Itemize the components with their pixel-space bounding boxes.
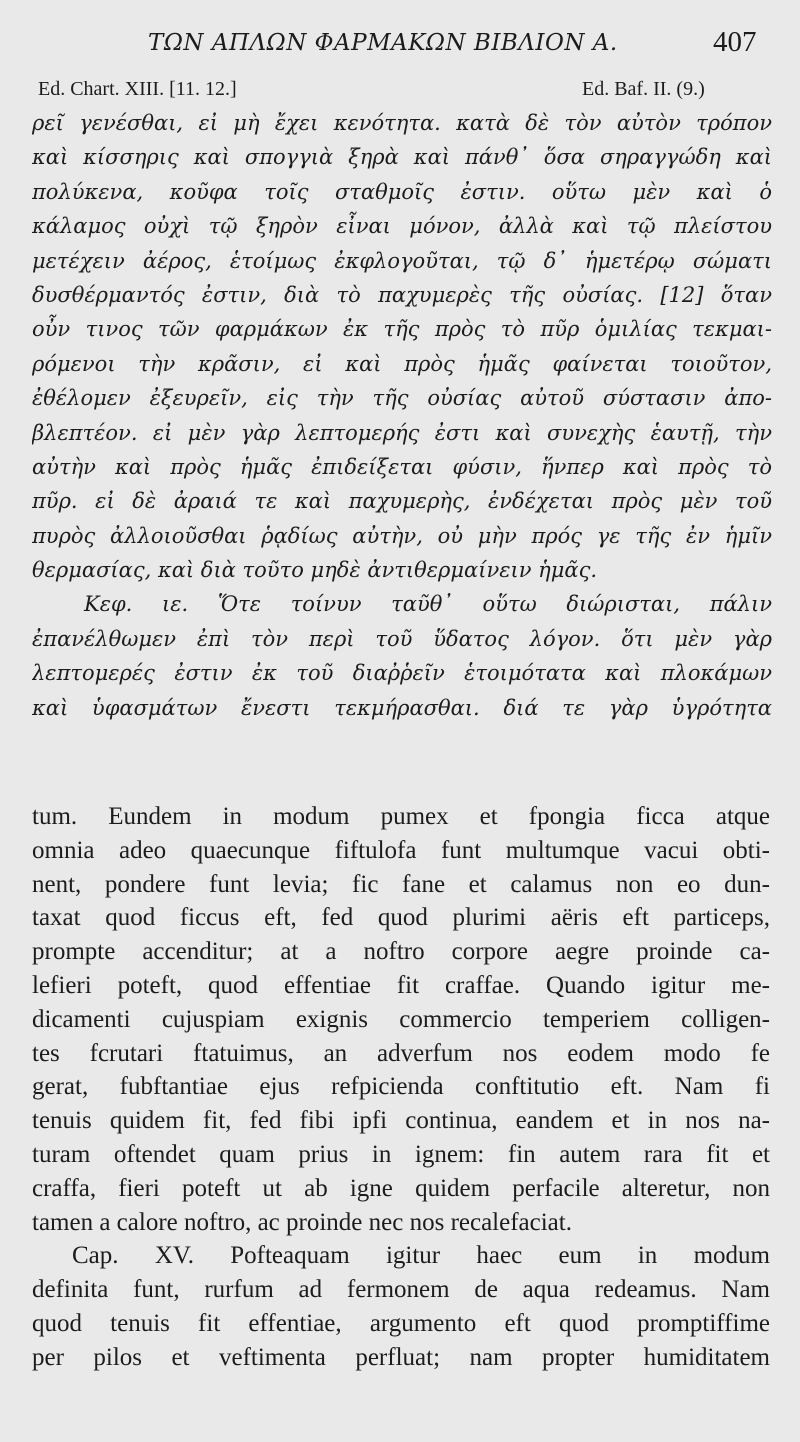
greek-text-line: πῦρ. εἰ δὲ ἀραιά τε καὶ παχυμερὴς, ἐνδέχεται πρὸς μὲν τοῦ	[32, 489, 772, 514]
running-title: ΤΩΝ ΑΠΛΩΝ ΦΑΡΜΑΚΩΝ ΒΙΒΛΙΟΝ Α.	[148, 30, 618, 56]
latin-chapter-heading-line: Cap. XV. Pofteaquam igitur haec eum in modum	[72, 1242, 770, 1270]
greek-chapter-heading-line: Κεφ. ιε. Ὅτε τοίνυν ταῦθ᾽ οὕτω διώρισται, πάλιν	[84, 592, 772, 617]
latin-text-line: tamen a calore noftro, ac proinde nec nos recalefaciat.	[32, 1208, 572, 1236]
greek-text-line: ἐθέλομεν ἐξευρεῖν, εἰς τὴν τῆς οὐσίας αὐτοῦ σύστασιν ἀπο-	[32, 386, 772, 411]
latin-text-line: gerat, fubftantiae ejus refpicienda conftitutio eft. Nam fi	[32, 1073, 770, 1101]
latin-text-line: nent, pondere funt levia; fic fane et calamus non eo dun-	[32, 870, 770, 898]
greek-text-line: οὖν τινος τῶν φαρμάκων ἐκ τῆς πρὸς τὸ πῦρ ὁμιλίας τεκμαι-	[32, 317, 772, 342]
edition-reference-left: Ed. Chart. XIII. [11. 12.]	[38, 78, 237, 100]
greek-text-line: δυσθέρμαντός ἐστιν, διὰ τὸ παχυμερὲς τῆς οὐσίας. [12] ὅταν	[32, 282, 772, 307]
greek-text-line: μετέχειν ἀέρος, ἑτοίμως ἐκφλογοῦται, τῷ δ᾽ ἡμετέρῳ σώματι	[32, 248, 772, 273]
greek-text-line: αὐτὴν καὶ πρὸς ἡμᾶς ἐπιδείξεται φύσιν, ἥνπερ καὶ πρὸς τὸ	[32, 454, 772, 479]
latin-text-block	[32, 800, 770, 1375]
greek-text-line: ρόμενοι τὴν κρᾶσιν, εἰ καὶ πρὸς ἡμᾶς φαίνεται τοιοῦτον,	[32, 351, 772, 376]
greek-text-block	[32, 106, 772, 725]
running-head	[0, 22, 800, 62]
page-number: 407	[713, 26, 757, 58]
latin-text-line: turam oftendet quam prius in ignem: fin autem rara fit et	[32, 1140, 770, 1168]
greek-text-line: κάλαμος οὐχὶ τῷ ξηρὸν εἶναι μόνον, ἀλλὰ καὶ τῷ πλείστου	[32, 214, 772, 239]
latin-text-line: craffa, fieri poteft ut ab igne quidem perfacile alteretur, non	[32, 1174, 770, 1202]
greek-text-line: ἐπανέλθωμεν ἐπὶ τὸν περὶ τοῦ ὕδατος λόγον. ὅτι μὲν γὰρ	[32, 626, 772, 651]
latin-text-line: prompte accenditur; at a noftro corpore aegre proinde ca-	[32, 938, 770, 966]
latin-text-line: omnia adeo quaecunque fiftulofa funt multumque vacui obti-	[32, 836, 770, 864]
greek-text-line: πολύκενα, κοῦφα τοῖς σταθμοῖς ἐστιν. οὕτω μὲν καὶ ὁ	[32, 179, 772, 204]
latin-text-line: per pilos et veftimenta perfluat; nam propter humiditatem	[32, 1343, 770, 1371]
latin-text-line: taxat quod ficcus eft, fed quod plurimi aëris eft particeps,	[32, 904, 770, 932]
greek-text-line: θερμασίας, καὶ διὰ τοῦτο μηδὲ ἀντιθερμαίνειν ἡμᾶς.	[32, 558, 598, 583]
latin-text-line: quod tenuis fit effentiae, argumento eft quod promptiffime	[32, 1309, 770, 1337]
latin-text-line: lefieri poteft, quod effentiae fit craffae. Quando igitur me-	[32, 971, 770, 999]
greek-text-line: πυρὸς ἀλλοιοῦσθαι ῥᾳδίως αὐτὴν, οὐ μὴν πρός γε τῆς ἐν ἡμῖν	[32, 523, 772, 548]
greek-text-line: καὶ ὑφασμάτων ἔνεστι τεκμήρασθαι. διά τε γὰρ ὑγρότητα	[32, 695, 772, 720]
latin-text-line: definita funt, rurfum ad fermonem de aqua redeamus. Nam	[32, 1276, 770, 1304]
edition-reference-line	[0, 78, 800, 106]
latin-text-line: tum. Eundem in modum pumex et fpongia ficca atque	[32, 803, 770, 830]
greek-text-line: ρεῖ γενέσθαι, εἰ μὴ ἔχει κενότητα. κατὰ δὲ τὸν αὐτὸν τρόπον	[32, 111, 772, 135]
latin-text-line: dicamenti cujuspiam exignis commercio temperiem colligen-	[32, 1005, 770, 1033]
latin-text-line: tes fcrutari ftatuimus, an adverfum nos eodem modo fe	[32, 1039, 770, 1067]
greek-text-line: καὶ κίσσηρις καὶ σπογγιὰ ξηρὰ καὶ πάνθ᾽ ὅσα σηραγγώδη καὶ	[32, 145, 772, 170]
greek-text-line: βλεπτέον. εἰ μὲν γὰρ λεπτομερής ἐστι καὶ συνεχὴς ἑαυτῇ, τὴν	[32, 420, 772, 445]
edition-reference-right: Ed. Baf. II. (9.)	[582, 78, 705, 100]
latin-text-line: tenuis quidem fit, fed fibi ipfi continua, eandem et in nos na-	[32, 1107, 770, 1135]
greek-text-line: λεπτομερές ἐστιν ἐκ τοῦ διαῤῥεῖν ἑτοιμότατα καὶ πλοκάμων	[32, 661, 772, 686]
